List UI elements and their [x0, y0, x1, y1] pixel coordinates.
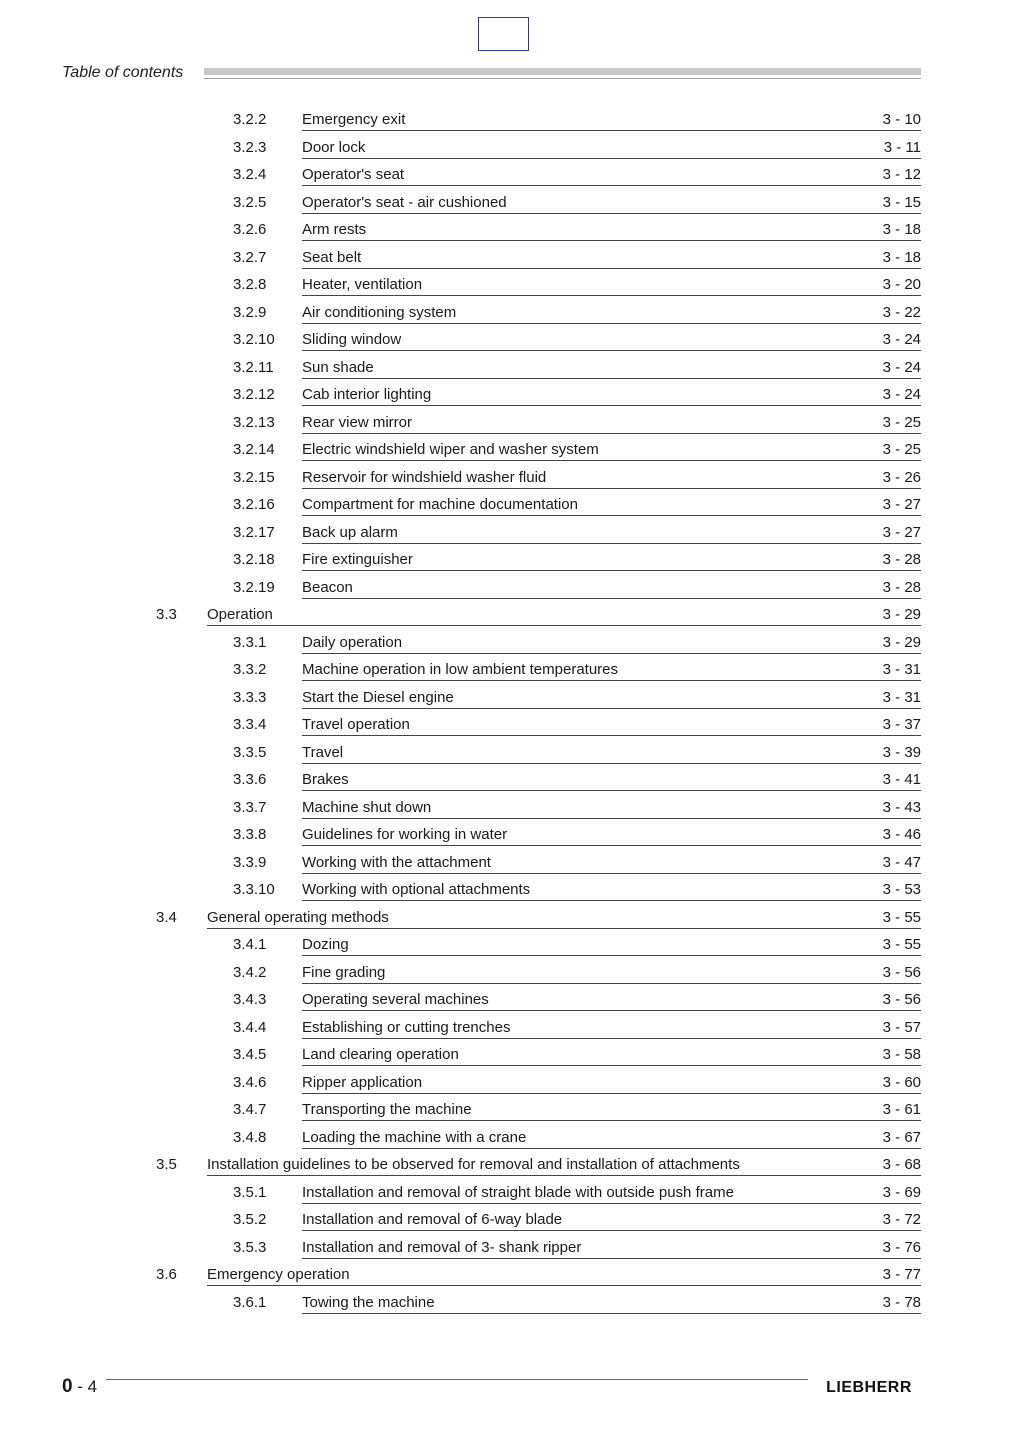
toc-entry-number: 3.2.16 — [233, 496, 275, 513]
toc-entry-page: 3 - 10 — [882, 111, 921, 128]
toc-entry-page: 3 - 26 — [882, 468, 921, 486]
toc-entry-page: 3 - 55 — [882, 936, 921, 953]
toc-entry-number: 3.5.1 — [233, 1183, 267, 1201]
toc-entry-page: 3 - 68 — [882, 1156, 921, 1173]
toc-entry-number: 3.4.4 — [233, 1018, 267, 1036]
toc-entry-number: 3.2.10 — [233, 331, 275, 348]
toc-entry-number: 3.2.8 — [233, 276, 267, 293]
toc-entry-underline — [302, 735, 921, 736]
toc-entry-title: Operating several machines — [302, 991, 489, 1008]
toc-subsection-entry[interactable] — [0, 385, 1024, 413]
toc-entry-title: Beacon — [302, 578, 353, 596]
toc-entry-number: 3.5 — [156, 1156, 177, 1173]
toc-entry-number: 3.2.3 — [233, 138, 267, 156]
toc-entry-number: 3.3.5 — [233, 743, 267, 761]
toc-entry-number: 3.3.1 — [233, 633, 267, 651]
toc-entry-title: Land clearing operation — [302, 1046, 459, 1063]
toc-entry-page: 3 - 72 — [882, 1211, 921, 1228]
toc-entry-page: 3 - 60 — [882, 1073, 921, 1091]
toc-entry-title: Working with optional attachments — [302, 881, 531, 898]
toc-entry-title: Machine shut down — [302, 798, 432, 816]
toc-entry-number: 3.2.9 — [233, 303, 267, 321]
toc-entry-page: 3 - 31 — [882, 688, 921, 706]
toc-entry-number: 3.4.3 — [233, 991, 267, 1008]
toc-entry-underline — [302, 763, 921, 764]
toc-entry-page: 3 - 56 — [882, 963, 921, 981]
toc-subsection-entry[interactable] — [0, 220, 1024, 248]
toc-entry-number: 3.2.12 — [233, 386, 275, 403]
toc-section-entry[interactable] — [0, 605, 1024, 633]
toc-entry-page: 3 - 29 — [882, 633, 921, 651]
toc-entry-page: 3 - 55 — [882, 908, 921, 926]
toc-entry-underline — [302, 515, 921, 516]
toc-subsection-entry[interactable] — [0, 1073, 1024, 1101]
toc-subsection-entry[interactable] — [0, 963, 1024, 991]
toc-entry-page: 3 - 28 — [882, 551, 921, 568]
toc-subsection-entry[interactable] — [0, 193, 1024, 221]
toc-subsection-entry[interactable] — [0, 248, 1024, 276]
toc-entry-page: 3 - 67 — [882, 1128, 921, 1146]
toc-entry-page: 3 - 25 — [882, 441, 921, 458]
toc-entry-underline — [302, 1038, 921, 1039]
toc-entry-title: Operator's seat — [302, 166, 405, 183]
toc-entry-title: Operator's seat - air cushioned — [302, 193, 507, 211]
toc-entry-number: 3.3.3 — [233, 688, 267, 706]
toc-entry-number: 3.4.7 — [233, 1101, 267, 1118]
toc-entry-number: 3.3.7 — [233, 798, 267, 816]
toc-entry-number: 3.6.1 — [233, 1293, 267, 1311]
toc-entry-underline — [302, 680, 921, 681]
toc-entry-title: Guidelines for working in water — [302, 826, 508, 843]
toc-entry-underline — [302, 1120, 921, 1121]
toc-entry-title: Fire extinguisher — [302, 551, 413, 568]
toc-entry-page: 3 - 77 — [882, 1266, 921, 1283]
header-title: Table of contents — [62, 64, 184, 81]
logo-text: LIEBHERR — [826, 1379, 912, 1396]
toc-entry-title: Ripper application — [302, 1073, 423, 1091]
toc-entry-number: 3.4.2 — [233, 963, 267, 981]
toc-entry-title: Heater, ventilation — [302, 276, 423, 293]
toc-subsection-entry[interactable] — [0, 935, 1024, 963]
toc-subsection-entry[interactable] — [0, 853, 1024, 881]
toc-entry-number: 3.3.6 — [233, 771, 267, 788]
toc-entry-page: 3 - 31 — [882, 661, 921, 678]
toc-subsection-entry[interactable] — [0, 1018, 1024, 1046]
toc-entry-page: 3 - 53 — [882, 881, 921, 898]
toc-subsection-entry[interactable] — [0, 275, 1024, 303]
toc-entry-title: Loading the machine with a crane — [302, 1128, 527, 1146]
toc-entry-page: 3 - 43 — [882, 798, 921, 816]
toc-subsection-entry[interactable] — [0, 165, 1024, 193]
toc-subsection-entry[interactable] — [0, 743, 1024, 771]
toc-subsection-entry[interactable] — [0, 1183, 1024, 1211]
toc-entry-page: 3 - 28 — [882, 578, 921, 596]
toc-entry-title: Installation and removal of straight blade with outside push frame — [302, 1183, 734, 1201]
toc-subsection-entry[interactable] — [0, 413, 1024, 441]
toc-entry-underline — [302, 570, 921, 571]
toc-subsection-entry[interactable] — [0, 550, 1024, 578]
toc-entry-title: Transporting the machine — [302, 1101, 472, 1118]
toc-entry-underline — [302, 240, 921, 241]
toc-entry-title: Start the Diesel engine — [302, 688, 454, 706]
toc-entry-page: 3 - 15 — [882, 193, 921, 211]
toc-entry-underline — [302, 1230, 921, 1231]
toc-entry-underline — [302, 708, 921, 709]
toc-entry-underline — [207, 928, 921, 929]
toc-entry-page: 3 - 27 — [882, 523, 921, 541]
toc-entry-underline — [302, 460, 921, 461]
toc-entry-page: 3 - 27 — [882, 496, 921, 513]
toc-entry-underline — [207, 1285, 921, 1286]
toc-entry-number: 3.6 — [156, 1266, 177, 1283]
toc-entry-title: Seat belt — [302, 248, 362, 266]
toc-entry-page: 3 - 25 — [882, 413, 921, 431]
toc-entry-underline — [302, 1093, 921, 1094]
toc-entry-underline — [207, 1175, 921, 1176]
toc-entry-underline — [302, 983, 921, 984]
toc-entry-title: Establishing or cutting trenches — [302, 1018, 511, 1036]
toc-subsection-entry[interactable] — [0, 468, 1024, 496]
toc-entry-underline — [302, 213, 921, 214]
toc-entry-title: Installation guidelines to be observed for removal and installation of attachments — [207, 1156, 740, 1173]
toc-entry-title: Brakes — [302, 771, 349, 788]
toc-subsection-entry[interactable] — [0, 440, 1024, 468]
toc-entry-underline — [302, 818, 921, 819]
toc-entry-page: 3 - 57 — [882, 1018, 921, 1036]
toc-entry-underline — [302, 653, 921, 654]
liebherr-logo — [815, 1376, 923, 1396]
toc-entry-title: Sun shade — [302, 358, 374, 376]
toc-entry-number: 3.2.11 — [233, 358, 274, 376]
toc-entry-title: Electric windshield wiper and washer system — [302, 441, 599, 458]
toc-entry-title: Door lock — [302, 138, 366, 156]
toc-subsection-entry[interactable] — [0, 578, 1024, 606]
toc-entry-underline — [302, 268, 921, 269]
toc-entry-underline — [302, 405, 921, 406]
toc-entry-number: 3.2.13 — [233, 413, 275, 431]
toc-subsection-entry[interactable] — [0, 523, 1024, 551]
toc-subsection-entry[interactable] — [0, 495, 1024, 523]
toc-section-entry[interactable] — [0, 908, 1024, 936]
toc-subsection-entry[interactable] — [0, 798, 1024, 826]
footer-page-suffix: - 4 — [72, 1377, 98, 1396]
toc-entry-title: Rear view mirror — [302, 413, 413, 431]
toc-entry-title: Installation and removal of 6-way blade — [302, 1211, 563, 1228]
toc-entry-number: 3.2.19 — [233, 578, 275, 596]
toc-entry-page: 3 - 29 — [882, 606, 921, 623]
toc-entry-page: 3 - 69 — [882, 1183, 921, 1201]
toc-entry-number: 3.4.8 — [233, 1128, 267, 1146]
toc-subsection-entry[interactable] — [0, 1238, 1024, 1266]
toc-entry-number: 3.2.17 — [233, 523, 275, 541]
toc-entry-page: 3 - 78 — [882, 1293, 921, 1311]
toc-entry-underline — [302, 1203, 921, 1204]
toc-entry-number: 3.3.2 — [233, 661, 267, 678]
toc-entry-number: 3.4.1 — [233, 936, 267, 953]
toc-entry-number: 3.4 — [156, 908, 177, 926]
toc-entry-number: 3.5.3 — [233, 1238, 267, 1256]
toc-entry-title: General operating methods — [207, 908, 389, 926]
toc-entry-page: 3 - 46 — [882, 826, 921, 843]
toc-entry-page: 3 - 56 — [882, 991, 921, 1008]
toc-entry-title: Towing the machine — [302, 1293, 435, 1311]
toc-entry-title: Operation — [207, 606, 273, 623]
footer-chapter-number: 0 — [62, 1376, 73, 1397]
toc-entry-underline — [302, 845, 921, 846]
toc-entry-underline — [302, 130, 921, 131]
toc-entry-title: Travel operation — [302, 716, 410, 733]
toc-entry-page: 3 - 76 — [882, 1238, 921, 1256]
toc-entry-number: 3.2.7 — [233, 248, 267, 266]
toc-subsection-entry[interactable] — [0, 138, 1024, 166]
toc-entry-underline — [302, 488, 921, 489]
toc-entry-number: 3.2.18 — [233, 551, 275, 568]
toc-entry-underline — [302, 433, 921, 434]
toc-subsection-entry[interactable] — [0, 715, 1024, 743]
toc-entry-page: 3 - 12 — [882, 166, 921, 183]
toc-subsection-entry[interactable] — [0, 303, 1024, 331]
toc-entry-underline — [302, 378, 921, 379]
toc-subsection-entry[interactable] — [0, 990, 1024, 1018]
toc-entry-page: 3 - 39 — [882, 743, 921, 761]
toc-entry-title: Fine grading — [302, 963, 386, 981]
toc-entry-title: Arm rests — [302, 221, 367, 238]
toc-subsection-entry[interactable] — [0, 660, 1024, 688]
toc-entry-number: 3.2.5 — [233, 193, 267, 211]
toc-entry-underline — [302, 185, 921, 186]
toc-entry-page: 3 - 20 — [882, 276, 921, 293]
toc-entry-page: 3 - 61 — [882, 1101, 921, 1118]
toc-entry-number: 3.4.5 — [233, 1046, 267, 1063]
toc-entry-page: 3 - 24 — [882, 358, 921, 376]
toc-entry-title: Machine operation in low ambient temperatures — [302, 661, 619, 678]
toc-entry-number: 3.3.9 — [233, 853, 267, 871]
toc-subsection-entry[interactable] — [0, 1045, 1024, 1073]
toc-subsection-entry[interactable] — [0, 825, 1024, 853]
toc-entry-number: 3.2.15 — [233, 468, 275, 486]
toc-entry-page: 3 - 24 — [882, 386, 921, 403]
top-frame-box — [478, 17, 529, 51]
toc-entry-title: Back up alarm — [302, 523, 398, 541]
toc-entry-page: 3 - 37 — [882, 716, 921, 733]
toc-subsection-entry[interactable] — [0, 358, 1024, 386]
toc-entry-title: Sliding window — [302, 331, 402, 348]
toc-entry-number: 3.2.6 — [233, 221, 267, 238]
toc-entry-page: 3 - 11 — [883, 138, 921, 156]
toc-entry-title: Emergency exit — [302, 111, 406, 128]
toc-entry-underline — [302, 598, 921, 599]
toc-entry-underline — [302, 295, 921, 296]
toc-entry-page: 3 - 18 — [882, 221, 921, 238]
toc-entry-number: 3.2.4 — [233, 166, 267, 183]
toc-entry-underline — [302, 873, 921, 874]
toc-section-entry[interactable] — [0, 1265, 1024, 1293]
toc-subsection-entry[interactable] — [0, 1210, 1024, 1238]
toc-entry-page: 3 - 47 — [882, 853, 921, 871]
toc-subsection-entry[interactable] — [0, 1100, 1024, 1128]
toc-entry-page: 3 - 58 — [882, 1046, 921, 1063]
toc-section-entry[interactable] — [0, 1155, 1024, 1183]
toc-entry-title: Dozing — [302, 936, 349, 953]
toc-entry-title: Cab interior lighting — [302, 386, 432, 403]
toc-entry-title: Working with the attachment — [302, 853, 491, 871]
header-rule-thin — [204, 78, 921, 79]
toc-entry-page: 3 - 24 — [882, 331, 921, 348]
toc-entry-title: Reservoir for windshield washer fluid — [302, 468, 547, 486]
toc-entry-underline — [302, 350, 921, 351]
footer-rule — [106, 1379, 808, 1380]
toc-subsection-entry[interactable] — [0, 633, 1024, 661]
toc-entry-page: 3 - 22 — [882, 303, 921, 321]
toc-subsection-entry[interactable] — [0, 1293, 1024, 1321]
toc-entry-number: 3.2.14 — [233, 441, 275, 458]
toc-entry-underline — [302, 790, 921, 791]
toc-entry-underline — [302, 1148, 921, 1149]
toc-entry-underline — [302, 900, 921, 901]
footer-page-number — [62, 1376, 97, 1398]
toc-subsection-entry[interactable] — [0, 330, 1024, 358]
toc-entry-number: 3.2.2 — [233, 111, 267, 128]
toc-entry-underline — [302, 1010, 921, 1011]
toc-entry-title: Installation and removal of 3- shank ripper — [302, 1238, 582, 1256]
toc-subsection-entry[interactable] — [0, 770, 1024, 798]
toc-entry-number: 3.4.6 — [233, 1073, 267, 1091]
toc-entry-number: 3.3.8 — [233, 826, 267, 843]
toc-entry-underline — [302, 543, 921, 544]
toc-entry-underline — [302, 158, 921, 159]
toc-entry-underline — [302, 1065, 921, 1066]
toc-entry-underline — [302, 323, 921, 324]
header-rule — [204, 68, 921, 75]
toc-entry-title: Compartment for machine documentation — [302, 496, 578, 513]
toc-entry-number: 3.3 — [156, 606, 177, 623]
toc-entry-underline — [207, 625, 921, 626]
toc-subsection-entry[interactable] — [0, 1128, 1024, 1156]
toc-subsection-entry[interactable] — [0, 880, 1024, 908]
toc-entry-underline — [302, 1313, 921, 1314]
toc-entry-title: Air conditioning system — [302, 303, 457, 321]
toc-entry-page: 3 - 18 — [882, 248, 921, 266]
toc-entry-number: 3.3.10 — [233, 881, 275, 898]
toc-entry-title: Travel — [302, 743, 344, 761]
toc-entry-title: Emergency operation — [207, 1266, 350, 1283]
toc-entry-number: 3.5.2 — [233, 1211, 267, 1228]
toc-entry-page: 3 - 41 — [882, 771, 921, 788]
toc-subsection-entry[interactable] — [0, 110, 1024, 138]
toc-entry-underline — [302, 955, 921, 956]
toc-entry-number: 3.3.4 — [233, 716, 267, 733]
toc-entry-underline — [302, 1258, 921, 1259]
toc-entry-title: Daily operation — [302, 633, 403, 651]
toc-subsection-entry[interactable] — [0, 688, 1024, 716]
